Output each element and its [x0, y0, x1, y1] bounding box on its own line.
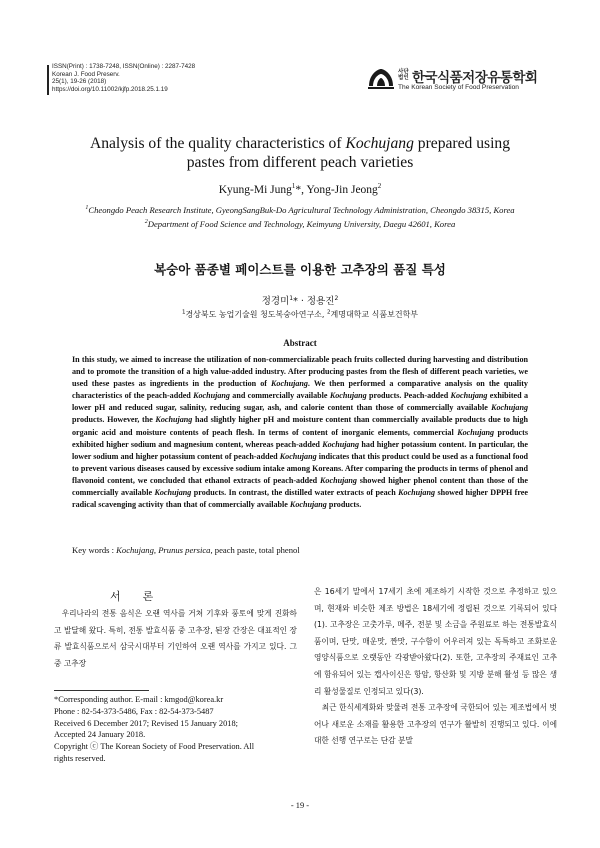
intro-right-column: [314, 584, 557, 750]
meta-bar: [47, 65, 49, 95]
author-name: Kyung-Mi Jung: [218, 183, 292, 196]
keywords-label: Key words :: [72, 545, 117, 555]
footnote: [54, 694, 297, 765]
abstract-text: had higher potassium content. In particular, the lower sodium and higher potassium content of peach-added: [72, 439, 528, 461]
abstract-text: showed higher DPPH free radical scavenging activity than that of commercially available: [72, 488, 528, 510]
society-logo: [366, 66, 566, 94]
abstract-term: Kochujang: [193, 391, 230, 401]
affil-num: 1: [181, 309, 186, 316]
affil-num: 2: [144, 218, 148, 225]
doi-link[interactable]: https://doi.org/10.11002/kjfp.2018.25.1.19: [52, 85, 168, 93]
abstract-text: products.: [326, 500, 362, 510]
footnote-rule: [54, 690, 149, 691]
abstract-term: Kochujang: [279, 451, 317, 461]
abstract-text: products. Peach-added: [366, 391, 451, 401]
affil-marker: 1: [291, 182, 296, 190]
affil-text: Cheongdo Peach Research Institute, GyeongSangBuk-Do Agricultural Technology Administration, Cheongdo 38315, Korea: [88, 204, 515, 215]
received-dates: Received 6 December 2017; Revised 15 January 2018;: [54, 718, 238, 728]
accepted-date: Accepted 24 January 2018.: [54, 730, 146, 740]
title-text: Analysis of the quality characteristics of: [89, 135, 346, 152]
keyword: Kochujang: [116, 545, 154, 555]
abstract-text: products exhibited higher sodium and magnesium content, whereas peach-added: [72, 427, 528, 449]
keyword-sep: ,: [153, 545, 159, 555]
keyword-rest: , peach paste, total phenol: [210, 545, 300, 555]
keywords: [72, 545, 528, 555]
title-line-2: pastes from different peach varieties: [186, 154, 414, 171]
abstract-text: and commercially available: [229, 391, 330, 401]
abstract-heading: Abstract: [283, 338, 317, 348]
page-number: - 19 -: [290, 801, 310, 810]
corresponding-marker: *: [295, 183, 302, 196]
author-name: Yong-Jin Jeong: [306, 183, 378, 196]
author-sep: ,: [301, 183, 307, 196]
abstract-term: Kochujang: [154, 488, 192, 498]
abstract-term: Kochujang: [329, 391, 367, 401]
intro-paragraph: 최근 한식세계화와 맞물려 전통 고추장에 국한되어 있는 제조법에서 벗어나 새로운 소재를 활용한 고추장의 연구가 활발히 진행되고 있다. 이에 대한 선행 연구로는 단감 분말: [314, 703, 557, 746]
title-text: prepared using: [413, 135, 511, 152]
volume-line: 25(1), 19-26 (2018): [52, 78, 107, 86]
intro-paragraph: 은 16세기 말에서 17세기 초에 제조하기 시작한 것으로 추정하고 있으며, 현재와 비슷한 제조 방법은 18세기에 정립된 것으로 기록되어 있다(1). 고추장은 고춧가루, 메주, 전분 및 소금을 주원료로 하는 전통발효식품이며, 단맛, 매운맛, 짠맛, 구수함이 어우러져 있는 독특하고 조화로운 영양식품으로 오랫동안 각광받아왔다(2). 또한, 고추장의 주재료인 고추에 함유되어 있는 캡사이신은 항암, 항산화 및 지방 분해 활성 등 많은 생리 활성물질로 인정되고 있다(3).: [314, 587, 557, 696]
affil-marker: 1: [289, 294, 294, 302]
paper-title: [40, 134, 560, 172]
abstract-term: Kochujang: [289, 500, 327, 510]
abstract-text: . We then performed a comparative analysis on the quality characteristics of the peach-added: [72, 379, 528, 401]
author-name-kr: 정용진: [306, 296, 335, 307]
affiliations: [40, 202, 560, 230]
intro-left-column: 우리나라의 전통 음식은 오랜 역사를 거쳐 기후와 풍토에 맞게 진화하고 발달해 왔다. 특히, 전통 발효식품 중 고추장, 된장 간장은 대표적인 장류 발효식품으로서 삼국시대부터 기인하여 오랜 역사를 가지고 있다. 그 중 고추장: [54, 609, 297, 668]
copyright: Copyright ⓒ The Korean Society of Food Preservation. All: [54, 742, 255, 752]
affil-marker: 2: [377, 182, 382, 190]
abstract-text: products. However, the: [72, 415, 156, 425]
abstract-text: products. In contrast, the distilled water extracts of peach: [191, 488, 399, 498]
issn-line: ISSN(Print) : 1738-7248, ISSN(Online) : 2287-7428: [52, 63, 196, 70]
abstract-term: Kochujang: [320, 475, 357, 485]
korean-affiliations: [40, 309, 560, 320]
abstract-text: had slightly higher pH and moisture content than commercially available products due to high organic acid and moisture contents of peach flesh. In terms of content of inorganic elements, commercial: [72, 415, 528, 437]
society-name-kr: 한국식품저장유통학회: [412, 70, 538, 86]
abstract-term: Kochujang: [457, 427, 495, 437]
korean-title: 복숭아 품종별 페이스트를 이용한 고추장의 품질 특성: [154, 262, 446, 277]
keyword: Prunus persica: [158, 545, 211, 555]
korean-authors: [40, 293, 560, 307]
corresponding-marker: *: [293, 296, 298, 307]
title-line-1: [40, 134, 560, 153]
affil-text-kr: 계명대학교 식품보건학부: [330, 310, 419, 319]
affil-marker: 2: [334, 294, 339, 302]
abstract-term: Kochujang: [271, 379, 308, 389]
abstract-text: exhibited a lower pH and reduced sugar, salinity, reducing sugar, ash, and calorie content than those of commercially available: [72, 391, 528, 413]
author-sep: ·: [297, 296, 307, 307]
affiliation-1: [40, 202, 560, 216]
abstract-text: indicates that this product could be used as a functional food to prevent various diseases caused by excessive sodium intake among Koreans. After comparing the products in terms of phenol and flavonoid content, we concluded that ethanol extracts of peach-added: [72, 451, 529, 485]
abstract-term: Kochujang: [322, 439, 360, 449]
abstract-text: showed higher phenol content than those of the commercially available: [72, 475, 528, 498]
affil-num: 1: [85, 205, 89, 211]
abstract-body: [72, 354, 528, 511]
abstract-term: Kochujang: [491, 403, 528, 413]
corresponding-author: *Corresponding author. E-mail : kmgod@korea.kr: [54, 695, 224, 704]
author-list: [40, 182, 560, 196]
affil-text-kr: 경상북도 농업기술원 청도복숭아연구소,: [185, 310, 327, 319]
affil-num: 2: [326, 309, 331, 316]
affil-text: Department of Food Science and Technology, Keimyung University, Daegu 42601, Korea: [147, 218, 456, 229]
abstract-term: Kochujang: [155, 415, 193, 425]
affiliation-2: [40, 216, 560, 230]
journal-name: Korean J. Food Preserv.: [52, 70, 120, 78]
society-type: 사단 법인: [398, 69, 409, 81]
title-italic-term: Kochujang: [345, 135, 414, 152]
society-name-en: The Korean Society of Food Preservation: [398, 84, 519, 91]
section-heading-intro: 서론: [110, 590, 176, 603]
abstract-term: Kochujang: [450, 391, 488, 401]
society-emblem-icon: [366, 66, 396, 92]
contact-phone: Phone : 82-54-373-5486, Fax : 82-54-373-5487: [54, 706, 214, 716]
journal-meta: [52, 63, 312, 93]
abstract-term: Kochujang: [398, 488, 436, 498]
abstract-text: In this study, we aimed to increase the utilization of non-commercializable peach fruits collected during harvesting and distribution and to promote the transition of a high value-added industry. After producing pastes from the flesh of different peach varieties, we used these pastes as ingredients in the production of: [72, 355, 528, 389]
author-name-kr: 정경미: [261, 296, 290, 307]
copyright-cont: rights reserved.: [54, 753, 106, 763]
